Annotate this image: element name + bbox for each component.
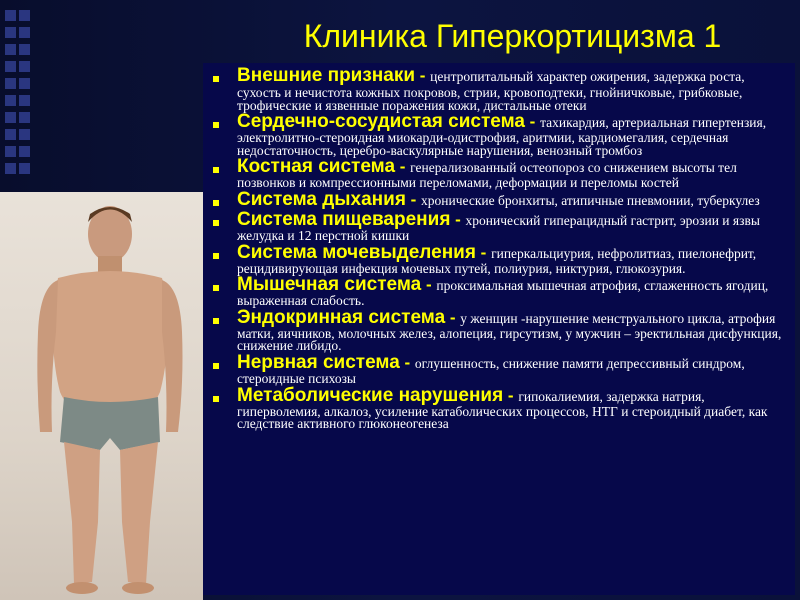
bullet-icon xyxy=(213,200,219,206)
item-text: центропитальный характер ожирения, задержка роста, сухость и нечистота кожных покровов, стрии, кровоподтеки, гнойничковые, грибковые, трофические и язвенные поражения кожи, дистальные отеки xyxy=(237,69,745,113)
list-item: Система мочевыделения - гиперкальциурия, нефролитиаз, пиелонефрит, рецидивирующая инфекция мочевых путей, полиурия, никтурия, глюкозурия. xyxy=(237,243,787,276)
item-heading: Мышечная система xyxy=(237,274,422,296)
item-heading: Эндокринная система xyxy=(237,306,446,328)
item-heading: Метаболические нарушения xyxy=(237,384,504,406)
item-text: тахикардия, артериальная гипертензия, электролитно-стероидная миокарди-одистрофия, аритмии, кардиомегалия, сердечная недостаточность, церебро-васкулярные нарушения, венозный тромбоз xyxy=(237,115,767,158)
item-text: хронические бронхиты, атипичные пневмонии, туберкулез xyxy=(421,192,760,208)
bullet-icon xyxy=(213,220,219,226)
bullet-icon xyxy=(213,76,219,82)
list-item: Система дыхания - хронические бронхиты, атипичные пневмонии, туберкулез xyxy=(237,190,787,210)
list-item: Эндокринная система - у женщин -нарушение менструального цикла, атрофия матки, яичников, молочных желез, алопеция, гирсутизм, у мужчин – эректильная дисфункция, снижение либидо. xyxy=(237,308,787,353)
list-item: Внешние признаки - центропитальный характер ожирения, задержка роста, сухость и нечистота кожных покровов, стрии, кровоподтеки, гнойничковые, грибковые, трофические и язвенные поражения кожи, дистальные отеки xyxy=(237,66,787,112)
bullet-icon xyxy=(213,167,219,173)
item-text: генерализованный остеопороз со снижением высоты тел позвонков и компрессионными переломами, деформации и переломы костей xyxy=(237,160,737,191)
item-heading: Внешние признаки xyxy=(237,65,416,86)
list-item: Система пищеварения - хронический гиперацидный гастрит, эрозии и язвы желудка и 12 перстной кишки xyxy=(237,210,787,243)
bullet-icon xyxy=(213,285,219,291)
item-heading: Сердечно-сосудистая система xyxy=(237,111,525,133)
bullet-icon xyxy=(213,122,219,128)
item-heading: Система дыхания xyxy=(237,188,406,210)
bullet-icon xyxy=(213,363,219,369)
bullet-icon xyxy=(213,318,219,324)
list-item: Сердечно-сосудистая система - тахикардия, артериальная гипертензия, электролитно-стероидная миокарди-одистрофия, аритмии, кардиомегалия, сердечная недостаточность, церебро-васкулярные нарушения, венозный тромбоз xyxy=(237,112,787,157)
item-heading: Система пищеварения xyxy=(237,208,451,230)
bullet-icon xyxy=(213,253,219,259)
item-text: гиперкальциурия, нефролитиаз, пиелонефрит, рецидивирующая инфекция мочевых путей, полиурия, никтурия, глюкозурия. xyxy=(237,245,757,276)
item-text: оглушенность, снижение памяти депрессивный синдром, стероидные психозы xyxy=(237,355,745,386)
list-item: Метаболические нарушения - гипокалиемия, задержка натрия, гиперволемия, алкалоз, усиление катаболических процессов, НТГ и стероидный диабет, как следствие активного глюконеогенеза xyxy=(237,386,787,431)
item-text: хронический гиперацидный гастрит, эрозии и язвы желудка и 12 перстной кишки xyxy=(237,212,760,243)
item-heading: Система мочевыделения xyxy=(237,241,476,263)
item-heading: Костная система xyxy=(237,156,396,178)
list-item: Нервная система - оглушенность, снижение памяти депрессивный синдром, стероидные психозы xyxy=(237,353,787,386)
decorative-squares xyxy=(0,0,34,200)
list-item: Мышечная система - проксимальная мышечная атрофия, сглаженность ягодиц, выраженная слабость. xyxy=(237,275,787,308)
slide-title: Клиника Гиперкортицизма 1 xyxy=(303,18,722,54)
patient-photo xyxy=(0,192,203,600)
item-text: гипокалиемия, задержка натрия, гиперволемия, алкалоз, усиление катаболических процессов, НТГ и стероидный диабет, как следствие активного глюконеогенеза xyxy=(237,388,768,432)
content-panel xyxy=(203,63,795,595)
list-item: Костная система - генерализованный остеопороз со снижением высоты тел позвонков и компрессионными переломами, деформации и переломы костей xyxy=(237,157,787,190)
item-heading: Нервная система xyxy=(237,351,400,373)
item-text: проксимальная мышечная атрофия, сглаженность ягодиц, выраженная слабость. xyxy=(237,278,769,309)
item-text: у женщин -нарушение менструального цикла, атрофия матки, яичников, молочных желез, алопеция, гирсутизм, у мужчин – эректильная дисфункция, снижение либидо. xyxy=(237,310,782,354)
bullet-icon xyxy=(213,396,219,402)
patient-figure-icon xyxy=(0,192,203,600)
